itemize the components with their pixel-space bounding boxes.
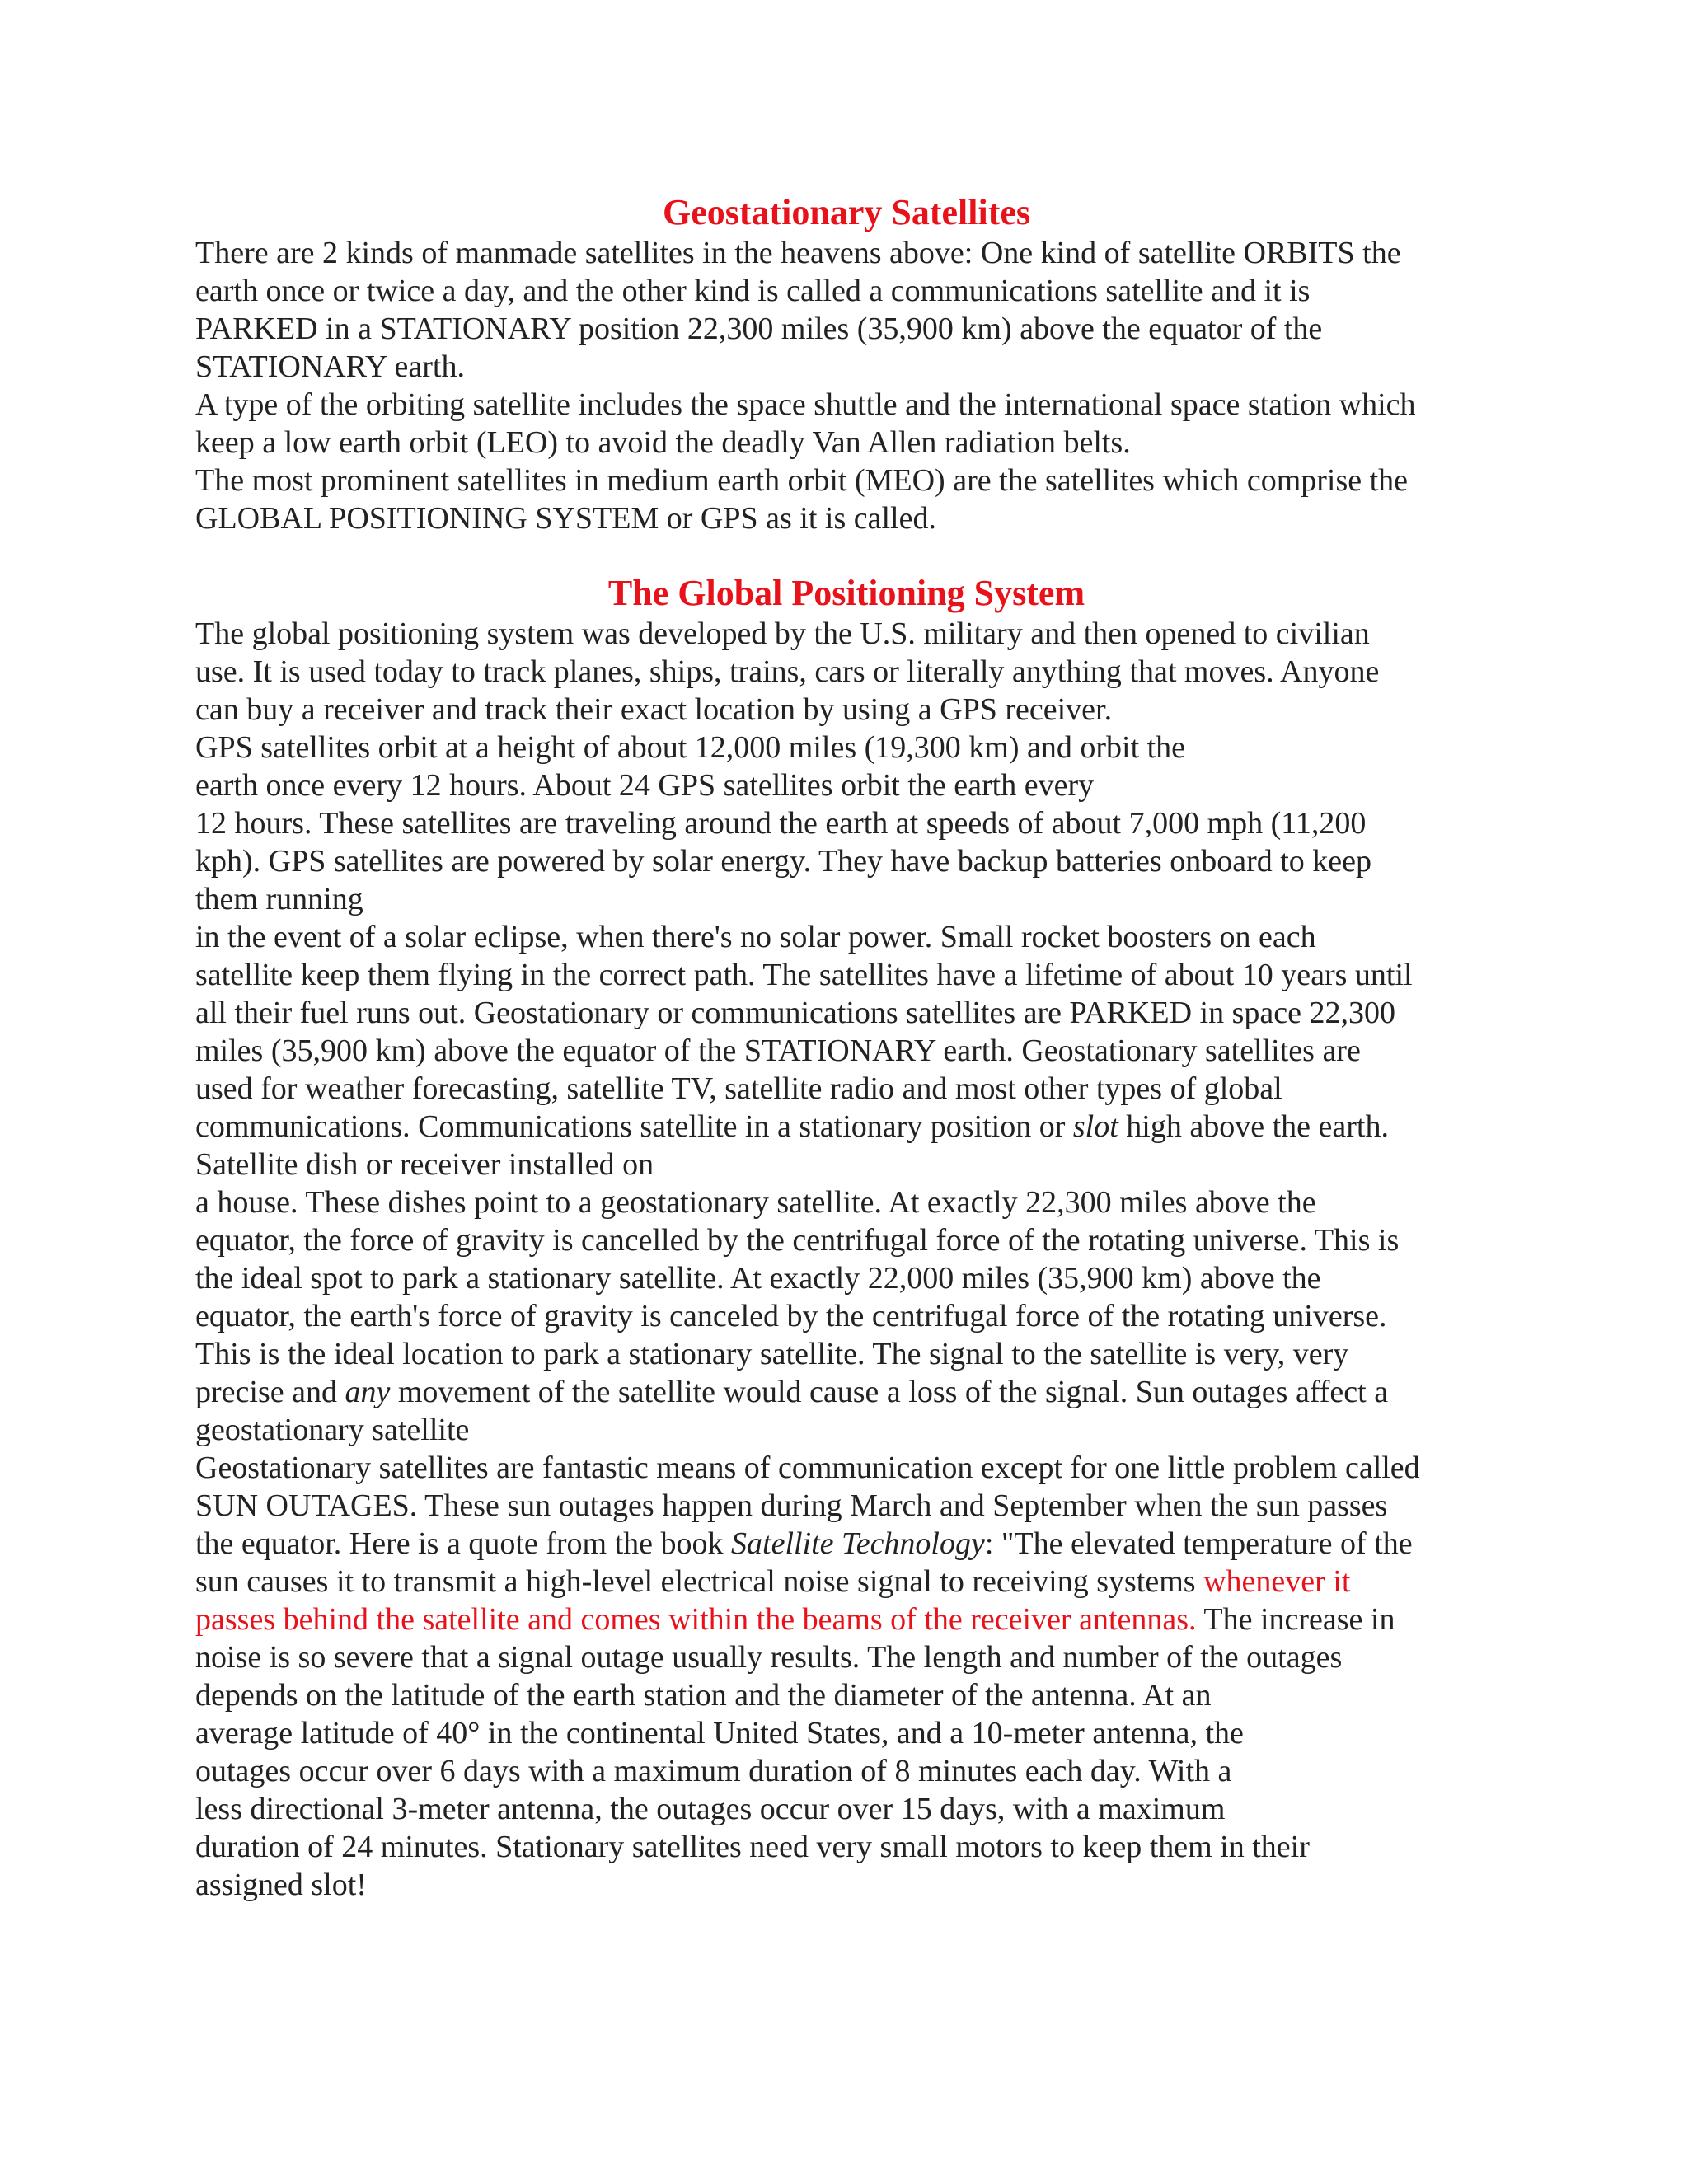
section-geostationary-body <box>195 234 1498 537</box>
text-line: a house. These dishes point to a geostationary satellite. At exactly 22,300 miles above the <box>195 1185 1316 1220</box>
text-line: This is the ideal location to park a stationary satellite. The signal to the satellite is very, very <box>195 1337 1349 1371</box>
italic-any-word: any <box>345 1375 391 1409</box>
text-line: equator, the force of gravity is cancelled by the centrifugal force of the rotating universe. This is <box>195 1223 1400 1258</box>
text-segment: precise and <box>195 1375 345 1409</box>
text-line: keep a low earth orbit (LEO) to avoid the deadly Van Allen radiation belts. <box>195 425 1131 460</box>
text-line: SUN OUTAGES. These sun outages happen during March and September when the sun passes <box>195 1488 1388 1523</box>
heading-global-positioning-system: The Global Positioning System <box>607 573 1085 613</box>
text-line-book-quote <box>195 1525 1498 1563</box>
text-segment: the equator. Here is a quote from the book <box>195 1526 732 1561</box>
text-line: geostationary satellite <box>195 1413 470 1447</box>
text-line: noise is so severe that a signal outage usually results. The length and number of the outages <box>195 1640 1343 1675</box>
text-line: A type of the orbiting satellite includes the space shuttle and the international space station which <box>195 387 1416 422</box>
text-line-slot <box>195 1108 1498 1146</box>
text-line-highlight-start <box>195 1563 1498 1601</box>
text-line: GPS satellites orbit at a height of about 12,000 miles (19,300 km) and orbit the <box>195 730 1186 765</box>
text-line: 12 hours. These satellites are traveling around the earth at speeds of about 7,000 mph (11,200 <box>195 806 1367 841</box>
text-line: depends on the latitude of the earth station and the diameter of the antenna. At an <box>195 1678 1212 1713</box>
text-line: duration of 24 minutes. Stationary satellites need very small motors to keep them in their <box>195 1830 1310 1864</box>
text-line: can buy a receiver and track their exact location by using a GPS receiver. <box>195 692 1113 727</box>
text-line: equator, the earth's force of gravity is canceled by the centrifugal force of the rotating universe. <box>195 1299 1387 1333</box>
text-line: The global positioning system was developed by the U.S. military and then opened to civilian <box>195 616 1370 651</box>
text-line: them running <box>195 882 363 916</box>
italic-book-title: Satellite Technology <box>731 1526 985 1561</box>
text-line-highlight-end <box>195 1601 1498 1638</box>
text-line-any <box>195 1373 1498 1411</box>
heading-geostationary-satellites: Geostationary Satellites <box>662 192 1031 232</box>
text-segment: high above the earth. <box>1118 1109 1389 1144</box>
highlighted-text: passes behind the satellite and comes within the beams of the receiver antennas. <box>195 1602 1197 1637</box>
text-line: outages occur over 6 days with a maximum duration of 8 minutes each day. With a <box>195 1754 1232 1788</box>
text-line: Satellite dish or receiver installed on <box>195 1147 654 1182</box>
text-line: less directional 3-meter antenna, the outages occur over 15 days, with a maximum <box>195 1792 1226 1826</box>
document-content <box>195 191 1498 1904</box>
text-line: assigned slot! <box>195 1868 367 1902</box>
text-line: There are 2 kinds of manmade satellites in the heavens above: One kind of satellite ORBITS the <box>195 236 1401 270</box>
italic-slot-word: slot <box>1072 1109 1118 1144</box>
text-line: earth once or twice a day, and the other kind is called a communications satellite and it is <box>195 274 1311 308</box>
text-line: average latitude of 40° in the continental United States, and a 10-meter antenna, the <box>195 1716 1244 1750</box>
text-line: satellite keep them flying in the correct path. The satellites have a lifetime of about 10 years until <box>195 958 1413 992</box>
text-line: all their fuel runs out. Geostationary or communications satellites are PARKED in space 22,300 <box>195 996 1396 1030</box>
text-line: STATIONARY earth. <box>195 349 465 384</box>
text-line: in the event of a solar eclipse, when there's no solar power. Small rocket boosters on each <box>195 920 1316 954</box>
text-line: use. It is used today to track planes, ships, trains, cars or literally anything that moves. Anyone <box>195 654 1380 689</box>
text-line: kph). GPS satellites are powered by solar energy. They have backup batteries onboard to keep <box>195 844 1372 879</box>
text-line: used for weather forecasting, satellite TV, satellite radio and most other types of global <box>195 1071 1282 1106</box>
text-line: earth once every 12 hours. About 24 GPS satellites orbit the earth every <box>195 768 1095 803</box>
section-gps-body <box>195 615 1498 1904</box>
text-segment: sun causes it to transmit a high-level electrical noise signal to receiving systems <box>195 1564 1204 1599</box>
text-line: miles (35,900 km) above the equator of the STATIONARY earth. Geostationary satellites are <box>195 1033 1361 1068</box>
text-segment: : "The elevated temperature of the <box>984 1526 1413 1561</box>
text-line: the ideal spot to park a stationary satellite. At exactly 22,000 miles (35,900 km) above the <box>195 1261 1321 1296</box>
text-segment: communications. Communications satellite in a stationary position or <box>195 1109 1073 1144</box>
text-line: The most prominent satellites in medium earth orbit (MEO) are the satellites which comprise the <box>195 463 1409 498</box>
highlighted-text: whenever it <box>1203 1564 1351 1599</box>
text-segment: The increase in <box>1196 1602 1395 1637</box>
text-line: Geostationary satellites are fantastic means of communication except for one little problem called <box>195 1451 1420 1485</box>
text-segment: movement of the satellite would cause a loss of the signal. Sun outages affect a <box>390 1375 1389 1409</box>
text-line: PARKED in a STATIONARY position 22,300 miles (35,900 km) above the equator of the <box>195 312 1323 346</box>
text-line: GLOBAL POSITIONING SYSTEM or GPS as it is called. <box>195 501 936 536</box>
